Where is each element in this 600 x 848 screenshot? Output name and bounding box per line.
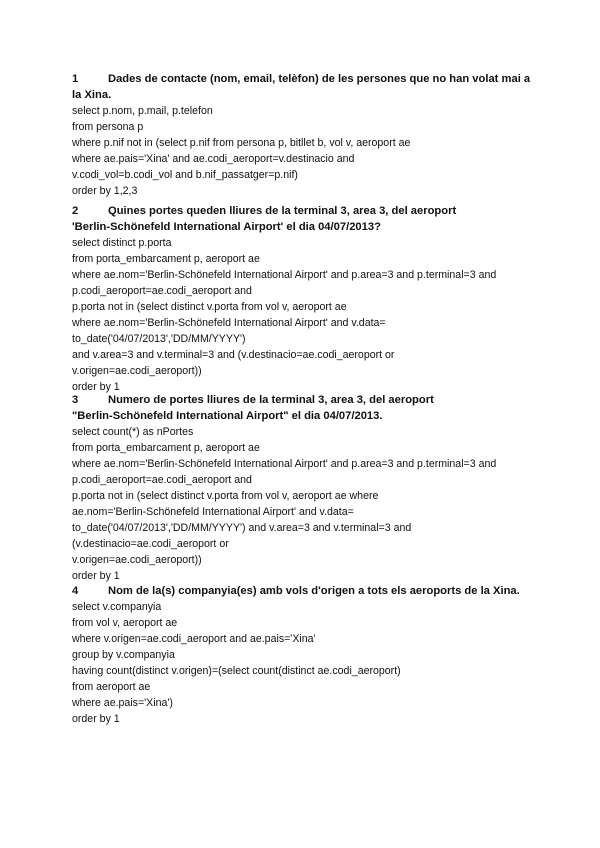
sql-line: from porta_embarcament p, aeroport ae [72, 442, 260, 454]
question-4-section [72, 583, 542, 727]
sql-query-2 [72, 235, 542, 395]
sql-line: select count(*) as nPortes [72, 426, 194, 438]
sql-line: from porta_embarcament p, aeroport ae [72, 253, 260, 265]
sql-line: select v.companyia [72, 601, 162, 613]
sql-query-4 [72, 599, 542, 727]
question-title-line: "Berlin-Schönefeld International Airport" el dia 04/07/2013. [72, 410, 383, 422]
sql-line: where p.nif not in (select p.nif from persona p, bitllet b, vol v, aeroport ae [72, 137, 411, 149]
question-3-section [72, 392, 542, 584]
question-title-line: la Xina. [72, 89, 112, 101]
sql-line: where ae.nom='Berlin-Schönefeld International Airport' and p.area=3 and p.terminal=3 and [72, 458, 497, 470]
question-1-section [72, 71, 542, 199]
question-3-title [72, 392, 542, 424]
sql-line: where v.origen=ae.codi_aeroport and ae.pais='Xina' [72, 633, 316, 645]
question-2-title [72, 203, 542, 235]
sql-line: group by v.companyia [72, 649, 175, 661]
sql-query-3 [72, 424, 542, 584]
sql-line: from aeroport ae [72, 681, 151, 693]
sql-line: from persona p [72, 121, 144, 133]
sql-line: order by 1 [72, 381, 120, 393]
question-number: 3 [72, 394, 79, 406]
sql-line: ae.nom='Berlin-Schönefeld International Airport' and v.data= [72, 506, 354, 518]
question-2-section [72, 203, 542, 395]
sql-line: order by 1 [72, 713, 120, 725]
sql-line: v.origen=ae.codi_aeroport)) [72, 554, 202, 566]
question-4-title [72, 583, 542, 599]
question-number: 2 [72, 205, 79, 217]
sql-line: select distinct p.porta [72, 237, 172, 249]
sql-line: (v.destinacio=ae.codi_aeroport or [72, 538, 229, 550]
sql-line: v.origen=ae.codi_aeroport)) [72, 365, 202, 377]
sql-line: where ae.pais='Xina') [72, 697, 173, 709]
sql-line: p.porta not in (select distinct v.porta from vol v, aeroport ae where [72, 490, 379, 502]
sql-line: select p.nom, p.mail, p.telefon [72, 105, 213, 117]
question-number: 4 [72, 585, 79, 597]
sql-line: p.porta not in (select distinct v.porta from vol v, aeroport ae [72, 301, 347, 313]
sql-line: p.codi_aeroport=ae.codi_aeroport and [72, 285, 252, 297]
sql-line: order by 1 [72, 570, 120, 582]
sql-line: order by 1,2,3 [72, 185, 138, 197]
question-1-title [72, 71, 542, 103]
sql-line: where ae.nom='Berlin-Schönefeld International Airport' and p.area=3 and p.terminal=3 and [72, 269, 497, 281]
question-number: 1 [72, 73, 79, 85]
question-title-line: Numero de portes lliures de la terminal 3, area 3, del aeroport [108, 394, 434, 406]
sql-line: where ae.nom='Berlin-Schönefeld International Airport' and v.data= [72, 317, 386, 329]
sql-query-1 [72, 103, 542, 199]
question-title-line: Nom de la(s) companyia(es) amb vols d'origen a tots els aeroports de la Xina. [108, 585, 520, 597]
sql-line: and v.area=3 and v.terminal=3 and (v.destinacio=ae.codi_aeroport or [72, 349, 395, 361]
question-title-line: Dades de contacte (nom, email, telèfon) de les persones que no han volat mai a [108, 73, 531, 85]
sql-line: where ae.pais='Xina' and ae.codi_aeroport=v.destinacio and [72, 153, 355, 165]
sql-line: to_date('04/07/2013','DD/MM/YYYY') and v.area=3 and v.terminal=3 and [72, 522, 412, 534]
sql-line: having count(distinct v.origen)=(select count(distinct ae.codi_aeroport) [72, 665, 401, 677]
sql-line: v.codi_vol=b.codi_vol and b.nif_passatger=p.nif) [72, 169, 298, 181]
sql-line: from vol v, aeroport ae [72, 617, 178, 629]
sql-line: to_date('04/07/2013','DD/MM/YYYY') [72, 333, 246, 345]
question-title-line: Quines portes queden lliures de la terminal 3, area 3, del aeroport [108, 205, 457, 217]
sql-line: p.codi_aeroport=ae.codi_aeroport and [72, 474, 252, 486]
question-title-line: 'Berlin-Schönefeld International Airport' el dia 04/07/2013? [72, 221, 381, 233]
